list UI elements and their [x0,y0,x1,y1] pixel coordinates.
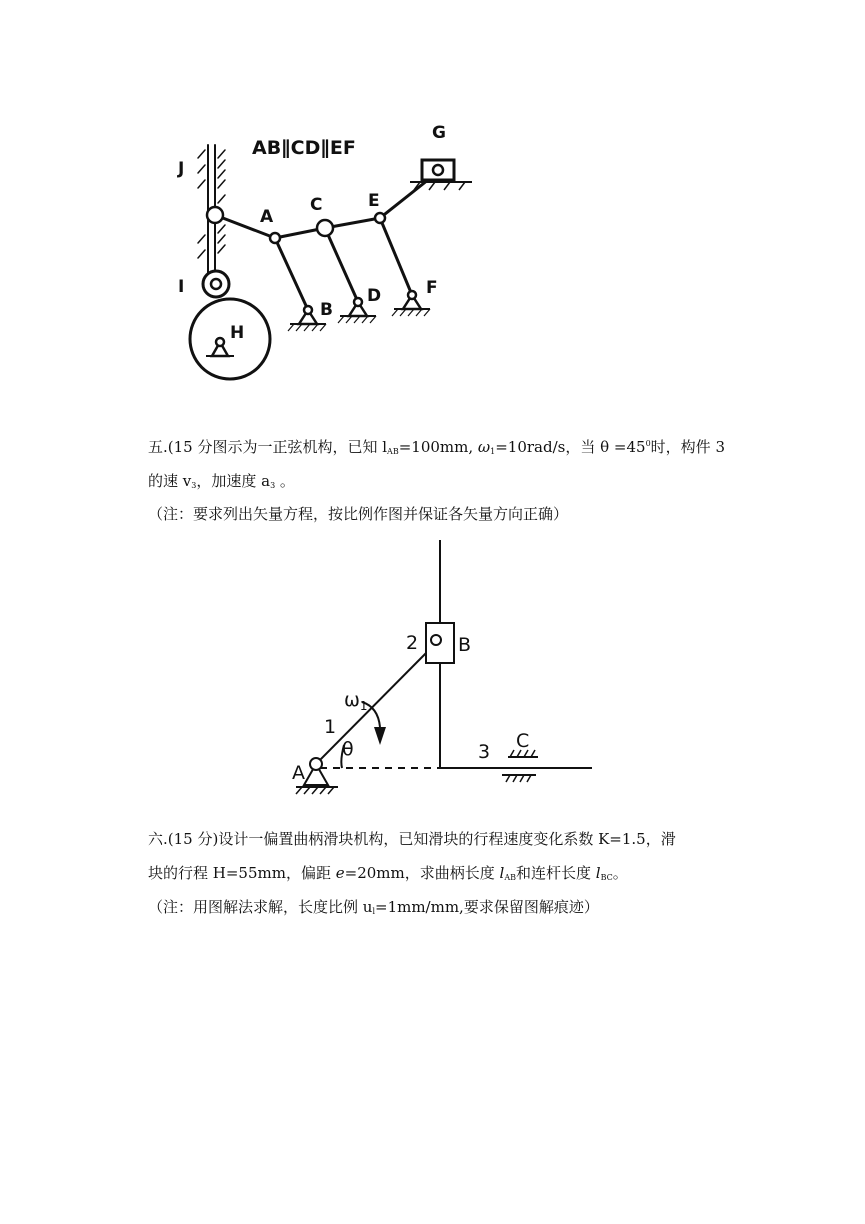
q6-line-1: 六.(15 分)设计一偏置曲柄滑块机构，已知滑块的行程速度变化系数 K=1.5，滑 [148,830,676,848]
label-G: G [432,123,446,143]
label-D: D [367,286,382,306]
label-A: A [260,207,274,227]
parallel-relation-label: AB∥CD∥EF [252,137,356,159]
label-member-2: 2 [406,632,419,654]
label-I: I [178,277,185,297]
label-C: C [310,195,323,215]
label-omega: $\omega_1$ [344,689,368,713]
label-A2: A [292,762,305,784]
label-B2: B [458,634,472,656]
q5-line-2: 的速 $v_3$，加速度 $a_3$ 。 [148,472,295,490]
label-member-3: 3 [478,741,491,763]
q6-note: （注：用图解法求解，长度比例 $u_l=1mm/mm$,要求保留图解痕迹） [148,898,599,916]
q5-note: （注：要求列出矢量方程，按比例作图并保证各矢量方向正确） [148,505,569,523]
label-F: F [426,278,438,298]
label-member-1: 1 [324,716,337,738]
q6-line-2: 块的行程 H=55mm，偏距 e=20mm，求曲柄长度 $l_{AB}$和连杆长度 $l_{BC}$。 [148,864,628,882]
label-theta: θ [342,738,354,760]
label-C2: C [516,730,530,752]
label-E: E [368,191,380,211]
q5-line-1: 五.(15 分图示为一正弦机构，已知 $l_{AB}=100mm$, $\omega_1=10rad/s$，当 $\theta =45^0$时，构件 3 [148,438,725,456]
label-B: B [320,300,333,320]
sine-mechanism-figure [280,535,600,810]
mechanism-figure-1 [160,110,490,385]
label-H: H [230,323,245,343]
label-J: J [178,159,185,179]
